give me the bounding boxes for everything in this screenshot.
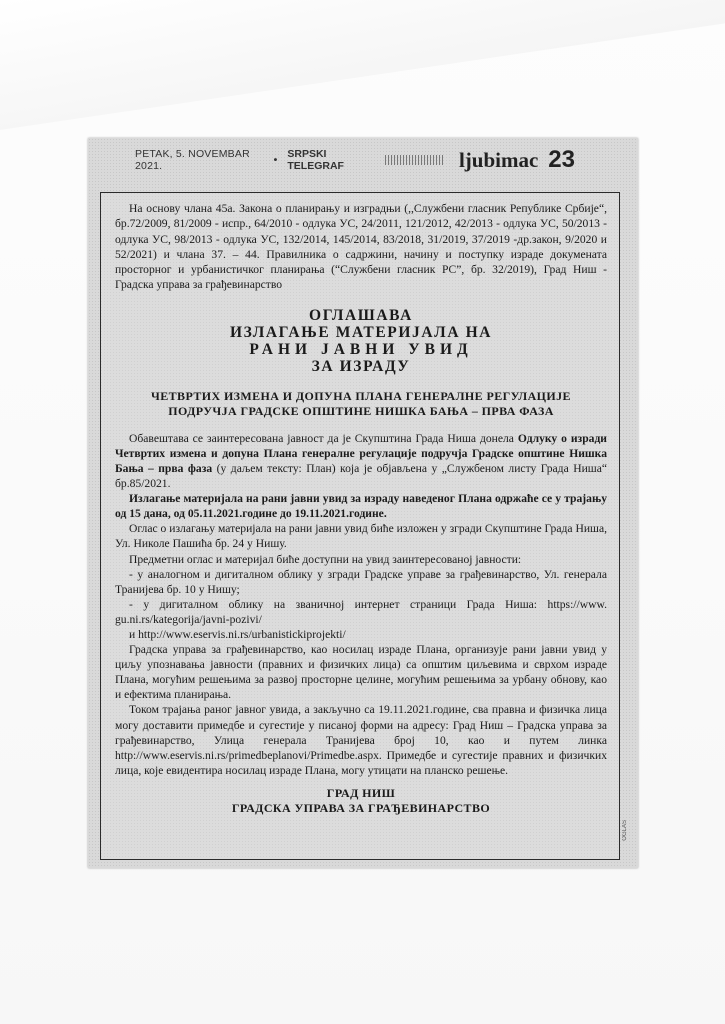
page-number: 23	[548, 146, 575, 173]
header-bullet: •	[273, 154, 278, 166]
newspaper-header	[135, 146, 575, 174]
header-rule	[385, 155, 445, 165]
decision-text-c: (у даљем тексту: План) која је објављена у „Службеном листу Града Ниша“ бр.85/2021.	[115, 461, 607, 491]
signature-office: ГРАДСКА УПРАВА ЗА ГРАЂЕВИНАРСТВО	[231, 800, 491, 815]
announcement-line: ЗА ИЗРАДУ	[311, 357, 411, 375]
public-notice-box	[100, 192, 620, 860]
paragraph-duration	[115, 491, 607, 521]
section-name: ljubimac	[458, 147, 539, 172]
issue-date: PETAK, 5. NOVEMBAR 2021.	[135, 148, 250, 172]
availability-item-digital: - у дигиталном облику на званичној интернет страници Града Ниша: https://www. gu.ni.rs/kategorija/javni-pozivi/	[115, 597, 607, 626]
paragraph-purpose: Градска управа за грађевинарство, као носилац израде Плана, организује рани јавни увид у циљу упознавања јавности (правних и физичких лица) са општим циљевима и сврхом израде Плана, могућим решењима за развој просторне целине, могућим решењима за урбану обнову, као и ефектима планирања.	[115, 643, 607, 702]
signature-block	[115, 786, 607, 816]
plan-subject	[115, 389, 607, 419]
decision-text-a: Обавештава се заинтересована јавност да је Скупштина Града Ниша донела	[129, 431, 518, 445]
announcement-line: ОГЛАШАВА	[309, 306, 413, 324]
announcement-line: ИЗЛАГАЊЕ МАТЕРИЈАЛА НА	[229, 323, 493, 341]
paragraph-comments: Током трајања раног јавног увида, а закључно са 19.11.2021.године, сва правна и физичка лица могу доставити примедбе и сугестије у писаној форми на адресу: Град Ниш – Градска управа за грађевинарство, Улица генерала Транијева број 10, као и путем линка http://www.eservis.ni.rs/primedbeplanovi/Primedbe.aspx. Примедбе и сугестије правних и физичких лица, које евидентира носилац израде Плана, могу утицати на планско решење.	[115, 703, 607, 777]
subject-line: ПОДРУЧЈА ГРАДСКЕ ОПШТИНЕ НИШКА БАЊА – ПРВА ФАЗА	[168, 403, 554, 418]
announcement-line: РАНИ ЈАВНИ УВИД	[249, 340, 473, 358]
newspaper-name: SRPSKI TELEGRAF	[287, 148, 344, 172]
availability-item-analog: - у аналогном и дигиталном облику у згради Градске управе за грађевинарство, Ул. генерала Транијева бр. 10 у Нишу;	[115, 567, 607, 596]
availability-item-eservis: и http://www.eservis.ni.rs/urbanistickiprojekti/	[129, 628, 346, 641]
paragraph-decision	[115, 431, 607, 491]
paragraph-availability: Предметни оглас и материјал биће доступни на увид заинтересованој јавности:	[129, 552, 522, 566]
duration-text: Излагање материјала на рани јавни увид за израду наведеног Плана одржаће се у трајању од 15 дана, од 05.11.2021.године до 19.11.2021.године.	[115, 492, 607, 521]
ad-stamp-label: OGLAS	[622, 820, 628, 841]
subject-line: ЧЕТВРТИХ ИЗМЕНА И ДОПУНА ПЛАНА ГЕНЕРАЛНЕ РЕГУЛАЦИЈЕ	[151, 388, 571, 403]
signature-city: ГРАД НИШ	[326, 785, 396, 800]
decision-title: Одлуку о изради Четвртих измена и допуна Плана генералне регулације подручја Градске општине Нишка Бања – прва фаза	[115, 431, 607, 475]
announcement-heading	[115, 307, 607, 375]
legal-basis: На основу члана 45а. Закона о планирању и изградњи (,,Службени гласник Републике Србије“, бр.72/2009, 81/2009 - испр., 64/2010 - одлука УС, 24/2011, 121/2012, 42/2013 - одлука УС, 50/2013 - одлука УС, 98/2013 - одлука УС, 132/2014, 145/2014, 83/2018, 31/2019, 37/2019 -др.закон, 9/2020 и 52/2021) и члана 37. – 44. Правилника о садржини, начину и поступку израде докумената просторног и урбанистичког планирања (“Службени гласник РС”, бр. 32/2019), Град Ниш - Градска управа за грађевинарство	[115, 202, 607, 292]
notice-body	[115, 431, 607, 778]
public-notice-content	[101, 193, 621, 816]
paragraph-location: Оглас о излагању материјала на рани јавни увид биће изложен у згради Скупштине Града Ниша, Ул. Николе Пашића бр. 24 у Нишу.	[115, 522, 607, 551]
